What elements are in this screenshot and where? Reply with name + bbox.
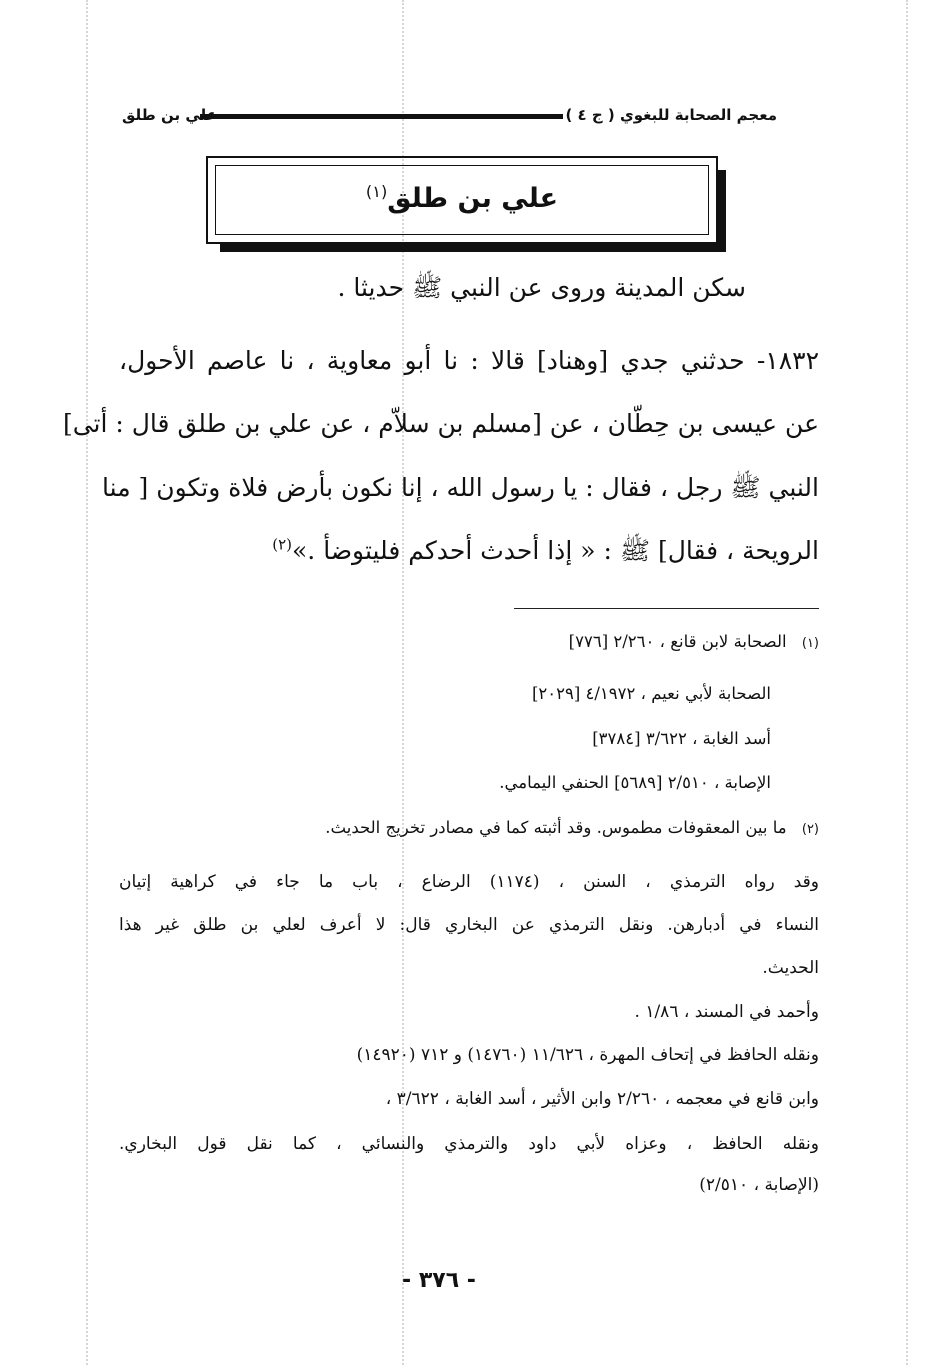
section-title [208, 182, 716, 214]
footnote-separator [514, 608, 819, 609]
scan-artifact-line [906, 0, 908, 1365]
footnote-2-mark: (٢) [801, 822, 819, 837]
title-footnote-ref: (١) [365, 182, 388, 201]
header-book-title: معجم الصحابة للبغوي ( ج ٤ ) [565, 106, 777, 124]
footnote-2-line: الحديث. [762, 958, 819, 978]
running-header [122, 104, 777, 130]
footnote-2-line: ونقله الحافظ ، وعزاه لأبي داود والترمذي والنسائي ، كما نقل قول البخاري. [119, 1134, 819, 1154]
footnote-2-line: وقد رواه الترمذي ، السنن ، (١١٧٤) الرضاع ، باب ما جاء في كراهية إتيان [119, 872, 819, 892]
hadith-line: عن عيسى بن حِطّان ، عن [مسلم بن سلاّم ، عن علي بن طلق قال : أتى] [62, 409, 819, 438]
footnote-1-line: أسد الغابة ، ٣/٦٢٢ [٣٧٨٤] [592, 729, 771, 748]
footnote-2-line: ما بين المعقوفات مطموس. وقد أثبته كما في مصادر تخريج الحديث. [325, 818, 787, 837]
footnote-1-line: الإصابة ، ٢/٥١٠ [٥٦٨٩] الحنفي اليمامي. [499, 773, 771, 792]
hadith-line: ١٨٣٢- حدثني جدي [وهناد] قالا : نا أبو معاوية ، نا عاصم الأحول، [119, 346, 819, 375]
footnote-2-line: وأحمد في المسند ، ١/٨٦ . [634, 1002, 819, 1022]
header-chapter-title: علي بن طلق [122, 106, 217, 124]
page-number: - ٣٧٦ - [402, 1268, 476, 1293]
footnote-2-line: ونقله الحافظ في إتحاف المهرة ، ١١/٦٢٦ (١٤٧٦٠) و ٧١٢ (١٤٩٢٠) [356, 1045, 819, 1065]
footnote-2-first [325, 818, 819, 837]
hadith-last-line [119, 535, 819, 572]
footnote-1-mark: (١) [801, 636, 819, 651]
intro-line: سكن المدينة وروى عن النبي ﷺ حديثا . [337, 273, 746, 302]
header-rule [200, 114, 563, 119]
footnote-1-first [569, 632, 819, 651]
hadith-line: الرويحة ، فقال] ﷺ : « إذا أحدث أحدكم فليتوضأ .» [292, 536, 819, 565]
footnote-1-line: الصحابة لأبي نعيم ، ٤/١٩٧٢ [٢٠٢٩] [531, 684, 771, 703]
footnote-2-line: النساء في أدبارهن. ونقل الترمذي عن البخاري قال: لا أعرف لعلي بن طلق غير هذا [119, 915, 819, 935]
footnote-2-line: وابن قانع في معجمه ، ٢/٢٦٠ وابن الأثير ، أسد الغابة ، ٣/٦٢٢ ، [385, 1089, 819, 1109]
scan-artifact-line [86, 0, 88, 1365]
footnote-2-line: (الإصابة ، ٢/٥١٠) [699, 1175, 819, 1195]
footnote-1-line: الصحابة لابن قانع ، ٢/٢٦٠ [٧٧٦] [568, 632, 787, 651]
title-frame [206, 156, 718, 244]
hadith-line: النبي ﷺ رجل ، فقال : يا رسول الله ، إنا نكون بأرض فلاة وتكون [ منا [102, 473, 819, 502]
section-title-text: علي بن طلق [387, 183, 559, 214]
hadith-footnote-ref: (٢) [272, 535, 293, 554]
title-frame-shadow [718, 170, 726, 252]
